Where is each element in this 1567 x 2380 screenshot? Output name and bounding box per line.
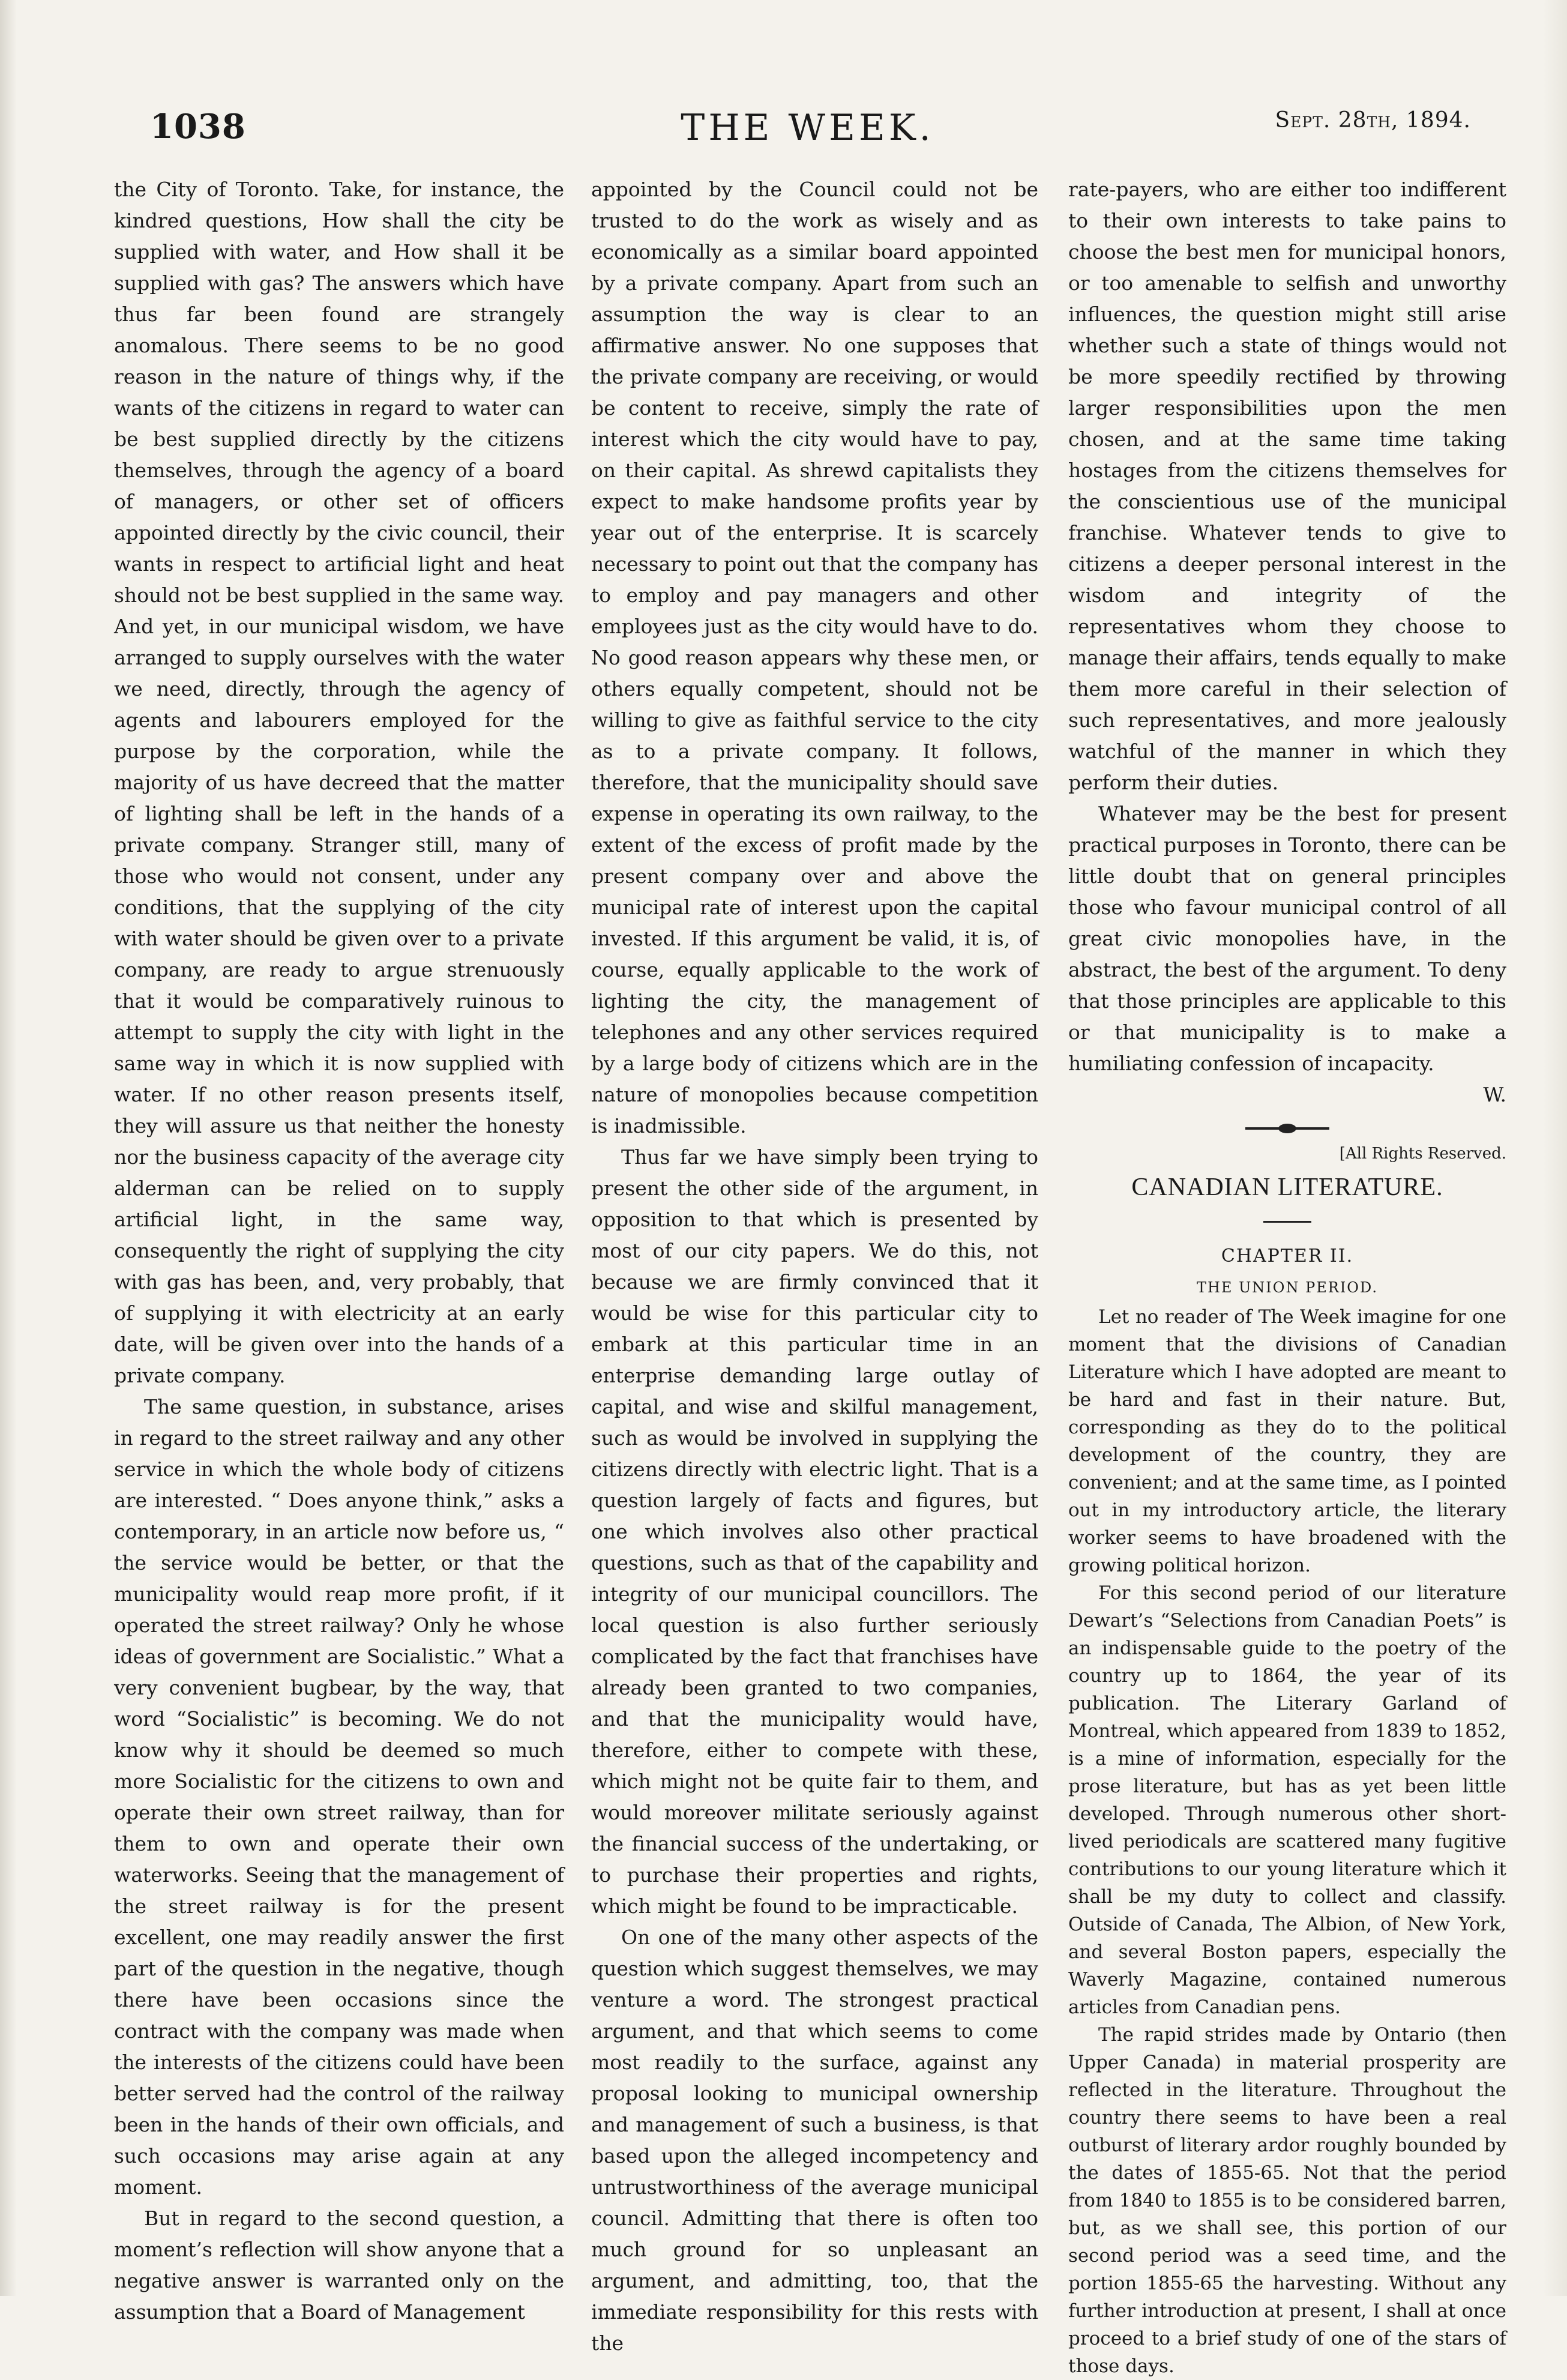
paragraph: The same question, in substance, arises in regard to the street railway and any other service in which the whole body of citizens are interested. “ Does anyone think,” asks a contemporary, in an article now before us, “ the service would be better, or that the municipality would reap more profit, if it operated the street railway? Only he whose ideas of government are Socialistic.” What a very convenient bugbear, by the way, that word “Socialistic” is becoming. We do not know why it should be deemed so much more Socialistic for the citizens to own and operate their own street railway, than for them to own and operate their own waterworks. Seeing that the management of the street railway is for the present excellent, one may readily answer the first part of the question in the negative, though there have been occasions since the contract with the company was made when the interests of the citizens could have been better served had the control of the railway been in the hands of their own officials, and such occasions may arise again at any moment.: [114, 1395, 564, 2199]
chapter-heading: CHAPTER II.: [1221, 1246, 1354, 1267]
page-spine-shadow: [1543, 0, 1567, 2296]
paragraph: rate-payers, who are either too indifferent to their own interests to take pains to choose the best men for municipal honors, or too amenable to selfish and unworthy influences, the question might still arise whether such a state of things would not be more speedily rectified by throwing larger responsibilities upon the men chosen, and at the same time taking hostages from the citizens themselves for the conscientious use of the municipal franchise. Whatever tends to give to citizens a deeper personal interest in the wisdom and integrity of the representatives whom they choose to manage their affairs, tends equally to make them more careful in their selection of such representatives, and more jealously watchful of the manner in which they perform their duties.: [1068, 178, 1506, 794]
rights-note: [All Rights Reserved.: [1339, 1145, 1506, 1163]
paragraph: The rapid strides made by Ontario (then Upper Canada) in material prosperity are reflected in the literature. Throughout the country there seems to have been a real outburst of literary ardor roughly bounded by the dates of 1855-65. Not that the period from 1840 to 1855 is to be considered barren, but, as we shall see, this portion of our second period was a seed time, and the portion 1855-65 the harvesting. Without any further introduction at present, I shall at once proceed to a brief study of one of the stars of those days.: [1068, 2024, 1506, 2377]
column-2: [591, 174, 1038, 2359]
paragraph: appointed by the Council could not be trusted to do the work as wisely and as economically as a similar board appointed by a private company. Apart from such an assumption the way is clear to an affirmative answer. No one supposes that the private company are receiving, or would be content to receive, simply the rate of interest which the city would have to pay, on their capital. As shrewd capitalists they expect to make handsome profits year by year out of the enterprise. It is scarcely necessary to point out that the company has to employ and pay managers and other employees just as the city would have to do. No good reason appears why these men, or others equally competent, should not be willing to give as faithful service to the city as to a private company. It follows, therefore, that the municipality should save expense in operating its own railway, to the extent of the excess of profit made by the present company over and above the municipal rate of interest upon the capital invested. If this argument be valid, it is, of course, equally applicable to the work of lighting the city, the management of telephones and any other services required by a large body of citizens which are in the nature of monopolies because competition is inadmissible.: [591, 178, 1038, 1137]
author-signature: W.: [1483, 1083, 1506, 1106]
issue-date: Sept. 28th, 1894.: [1275, 108, 1471, 133]
paragraph: But in regard to the second question, a moment’s reflection will show anyone that a negative answer is warranted only on the assumption that a Board of Management: [114, 2207, 564, 2324]
paragraph: Thus far we have simply been trying to present the other side of the argument, in opposition to that which is presented by most of our city papers. We do this, not because we are firmly convinced that it would be wise for this particular city to embark at this particular time in an enterprise demanding large outlay of capital, and wise and skilful management, such as would be involved in supplying the citizens directly with electric light. That is a question largely of facts and figures, but one which involves also other practical questions, such as that of the capability and integrity of our municipal councillors. The local question is also further seriously complicated by the fact that franchises have already been granted to two companies, and that the municipality would have, therefore, either to compete with these, which might not be quite fair to them, and would moreover militate seriously against the financial success of the undertaking, or to purchase their properties and rights, which might be found to be impracticable.: [591, 1145, 1038, 1918]
section-title: CANADIAN LITERATURE.: [1131, 1173, 1443, 1201]
paragraph: For this second period of our literature Dewart’s “Selections from Canadian Poets” is an indispensable guide to the poetry of the country up to 1864, the year of its publication. The Literary Garland of Montreal, which appeared from 1839 to 1852, is a mine of information, especially for the prose literature, but has as yet been little developed. Through numerous other short-lived periodicals are scattered many fugitive contributions to our young literature which it shall be my duty to collect and classify. Outside of Canada, The Albion, of New York, and several Boston papers, especially the Waverly Magazine, contained numerous articles from Canadian pens.: [1068, 1582, 1506, 2018]
literature-text: [1068, 1303, 1506, 2380]
page-edge: [0, 0, 17, 2296]
paragraph: the City of Toronto. Take, for instance, the kindred questions, How shall the city be supplied with water, and How shall it be supplied with gas? The answers which have thus far been found are strangely anomalous. There seems to be no good reason in the nature of things why, if the wants of the citizens in regard to water can be best supplied directly by the citizens themselves, through the agency of a board of managers, or other set of officers appointed directly by the civic council, their wants in respect to artificial light and heat should not be best supplied in the same way. And yet, in our municipal wisdom, we have arranged to supply ourselves with the water we need, directly, through the agency of agents and labourers employed for the purpose by the corporation, while the majority of us have decreed that the matter of lighting shall be left in the hands of a private company. Stranger still, many of those who would not consent, under any conditions, that the supplying of the city with water should be given over to a private company, are ready to argue strenuously that it would be comparatively ruinous to attempt to supply the city with light in the same way in which it is now supplied with water. If no other reason presents itself, they will assure us that neither the honesty nor the business capacity of the average city alderman can be relied on to supply artificial light, in the same way, consequently the right of supplying the city with gas has been, and, very probably, that of supplying it with electricity at an early date, will be given over into the hands of a private company.: [114, 178, 564, 1387]
section-divider: [1245, 1127, 1329, 1130]
paragraph: Whatever may be the best for present practical purposes in Toronto, there can be little doubt that on general principles those who favour municipal control of all great civic monopolies have, in the abstract, the best of the argument. To deny that those principles are applicable to this or that municipality is to make a humiliating confession of incapacity.: [1068, 802, 1506, 1075]
page-header: [108, 107, 1507, 161]
period-subheading: THE UNION PERIOD.: [1196, 1279, 1378, 1296]
paragraph: Let no reader of The Week imagine for one moment that the divisions of Canadian Literature which I have adopted are meant to be hard and fast in their nature. But, corresponding as they do to the political development of the country, they are convenient; and at the same time, as I pointed out in my introductory article, the literary worker seems to have broadened with the growing political horizon.: [1068, 1306, 1506, 1576]
column-1: [114, 174, 564, 2328]
column-3: [1068, 174, 1506, 2380]
paragraph: On one of the many other aspects of the question which suggest themselves, we may venture a word. The strongest practical argument, and that which seems to come most readily to the surface, against any proposal looking to municipal ownership and management of such a business, is that based upon the alleged incompetency and untrustworthiness of the average municipal council. Admitting that there is often too much ground for so unpleasant an argument, and admitting, too, that the immediate responsibility for this rests with the: [591, 1926, 1038, 2355]
title-rule: [1263, 1221, 1311, 1223]
journal-title: THE WEEK.: [681, 107, 934, 149]
page-number: 1038: [150, 107, 246, 146]
